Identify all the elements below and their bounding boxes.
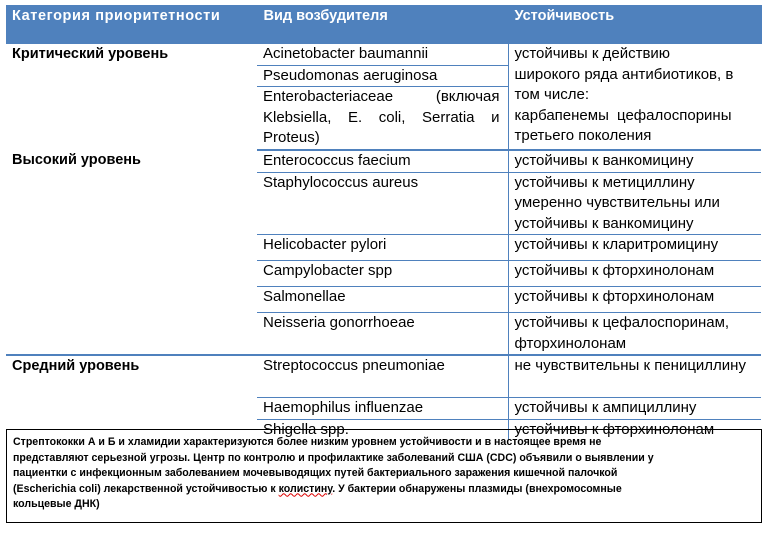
resistance-cell: устойчивы к фторхинолонам	[508, 287, 761, 313]
footnote-line: кольцевые ДНК)	[13, 498, 100, 510]
table-row	[6, 150, 761, 172]
category-high: Высокий уровень	[6, 150, 257, 355]
pathogen-cell: Staphylococcus aureus	[257, 172, 508, 235]
pathogen-cell: Helicobacter pylori	[257, 235, 508, 261]
footnote-text: (Escherichia coli) лекарственной устойчивостью к	[13, 482, 279, 495]
footnote-text: . У бактерии обнаружены плазмиды (внехромосомные	[332, 482, 622, 495]
footnote-line: Стрептококки А и Б и хламидии характеризуются более низким уровнем устойчивости и в настоящее время не	[13, 436, 602, 448]
pathogen-cell: Salmonellae	[257, 287, 508, 313]
footnote-box	[6, 429, 762, 523]
resistance-cell: устойчивы к кларитромицину	[508, 235, 761, 261]
resistance-line: устойчивы к действию	[514, 45, 671, 62]
resistance-cell: устойчивы к цефалоспоринам, фторхинолонам	[508, 313, 761, 356]
footnote-line	[13, 482, 755, 498]
category-medium: Средний уровень	[12, 358, 140, 374]
table-row	[6, 43, 761, 65]
header-resistance: Устойчивость	[508, 5, 761, 43]
category-critical: Критический уровень	[6, 43, 257, 150]
footnote-line: пациентки с инфекционным заболеванием мочевыводящих путей бактериального заражения кишечной палочкой	[13, 467, 618, 479]
pathogen-cell: Haemophilus influenzae	[257, 398, 508, 420]
header-pathogen: Вид возбудителя	[257, 5, 508, 43]
pathogen-cell: Shigella spp.	[263, 420, 349, 438]
pathogen-priority-table	[6, 5, 762, 440]
pathogen-cell: Enterobacteriaceae (включая Klebsiella, E. coli, Serratia и Proteus)	[257, 87, 508, 151]
pathogen-cell: Streptococcus pneumoniae	[257, 355, 508, 398]
table-header-row	[6, 5, 761, 43]
priority-table-container	[6, 5, 761, 440]
resistance-cell: устойчивы к ампициллину	[508, 398, 761, 420]
resistance-cell: устойчивы к ванкомицину	[508, 150, 761, 172]
header-category: Категория приоритетности	[6, 5, 257, 43]
resistance-cell: устойчивы к метициллину умеренно чувствительны или устойчивы к ванкомицину	[508, 172, 761, 235]
resistance-cell: не чувствительны к пенициллину	[508, 355, 761, 398]
resistance-cell: устойчивы к фторхинолонам	[508, 261, 761, 287]
pathogen-cell: Acinetobacter baumannii	[257, 43, 508, 65]
table-row	[6, 355, 761, 398]
pathogen-cell: Neisseria gonorrhoeae	[257, 313, 508, 356]
pathogen-cell: Pseudomonas aeruginosa	[257, 65, 508, 87]
footnote-line: представляют серьезной угрозы. Центр по контролю и профилактике заболеваний США (CDC) объявили о выявлении у	[13, 451, 654, 464]
resistance-line: третьего поколения	[514, 127, 652, 144]
colistin-word: колистину	[278, 482, 333, 495]
pathogen-cell: Enterococcus faecium	[257, 150, 508, 172]
pathogen-cell: Campylobacter spp	[257, 261, 508, 287]
resistance-cell: устойчивы к фторхинолонам	[508, 419, 761, 440]
resistance-line: том числе:	[514, 86, 589, 103]
resistance-line: карбапенемы цефалоспорины	[514, 106, 732, 124]
resistance-line: широкого ряда антибиотиков, в	[514, 65, 734, 83]
resistance-critical	[508, 43, 761, 150]
